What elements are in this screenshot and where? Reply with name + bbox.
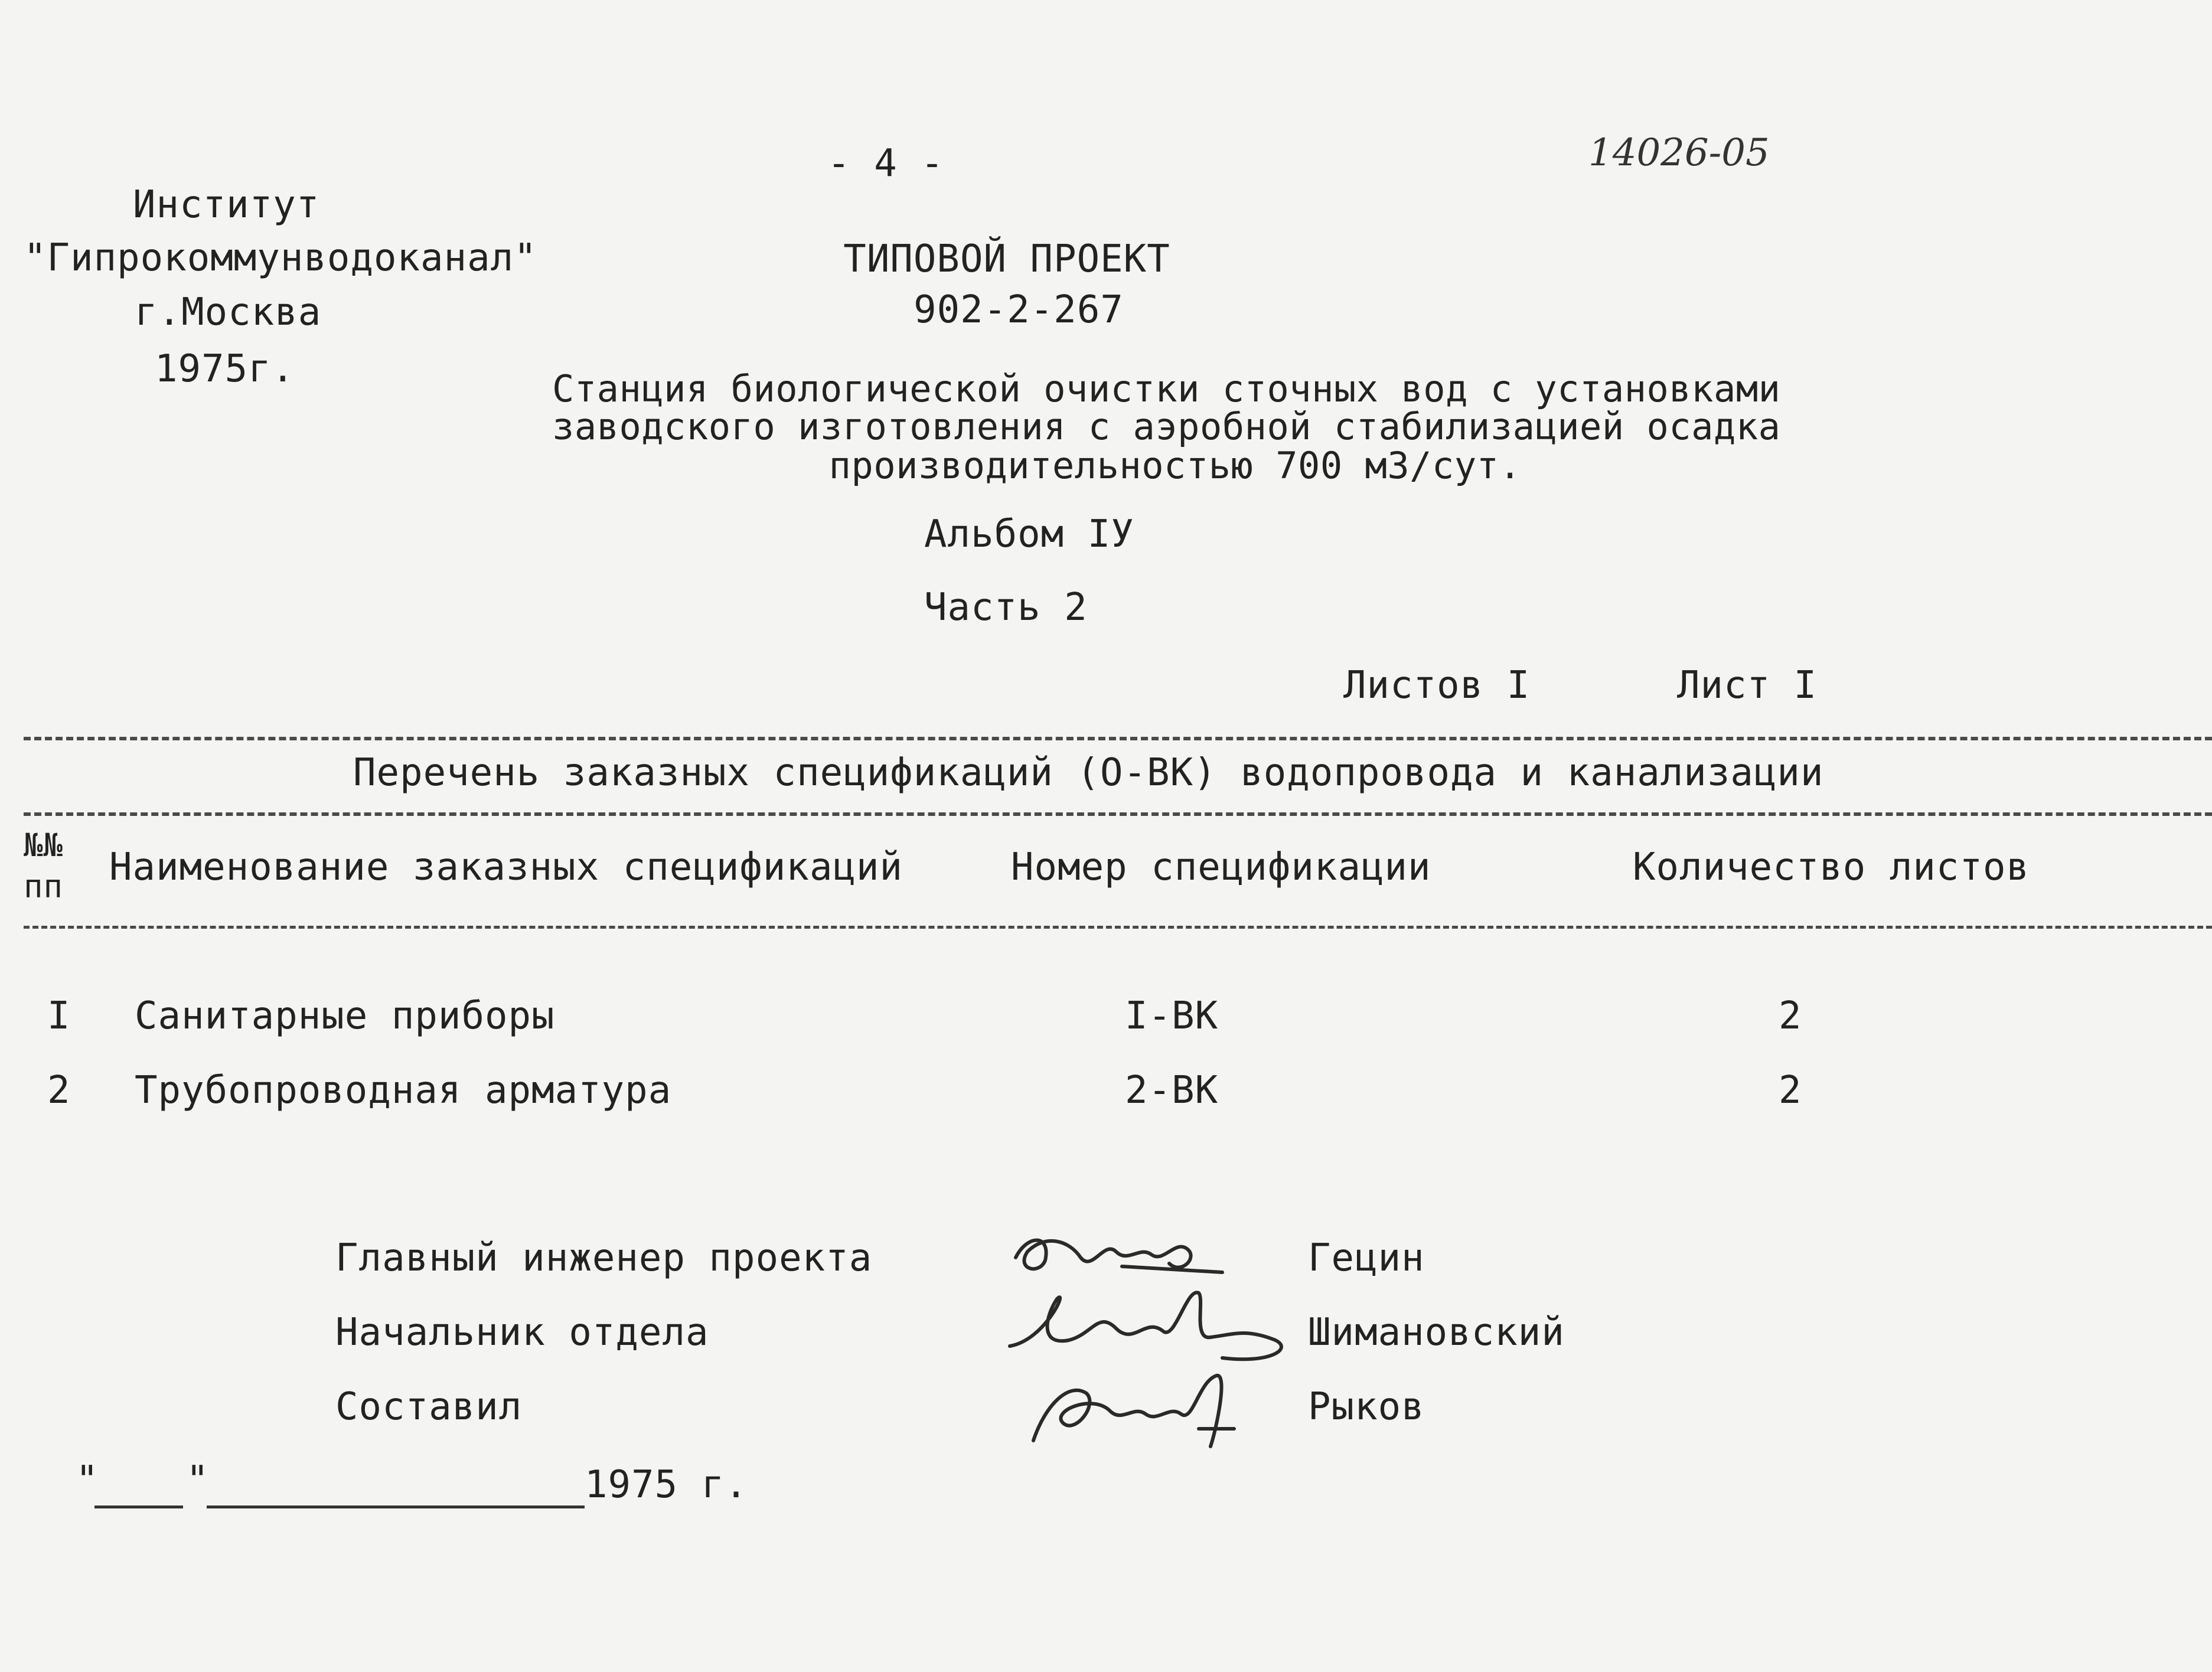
project-description-line-2: заводского изготовления с аэробной стабилизацией осадка xyxy=(552,405,1781,448)
name-chief-engineer: Гецин xyxy=(1308,1236,1425,1280)
date-month-blank xyxy=(207,1506,585,1508)
institute-year: 1975г. xyxy=(155,347,295,391)
project-number: 902-2-267 xyxy=(913,288,1124,332)
list-title: Перечень заказных спецификаций (О-ВК) водопровода и канализации xyxy=(353,751,1824,795)
sheet-number: Лист I xyxy=(1677,664,1818,707)
header-sheet-count: Количество листов xyxy=(1633,845,2030,889)
rule-header-bottom xyxy=(24,926,2212,929)
signature-compiler xyxy=(1022,1358,1270,1458)
date-day-blank xyxy=(94,1506,183,1508)
role-department-head: Начальник отдела xyxy=(335,1311,709,1354)
project-description-line-3: производительностью 700 м3/сут. xyxy=(828,444,1522,487)
name-compiler: Рыков xyxy=(1308,1385,1425,1429)
rule-header-top xyxy=(24,812,2212,816)
sheets-total: Листов I xyxy=(1343,664,1531,707)
row-number: 2 xyxy=(47,1069,71,1112)
row-name: Санитарные приборы xyxy=(135,994,555,1038)
page-number: - 4 - xyxy=(827,142,944,185)
header-name: Наименование заказных спецификаций xyxy=(109,845,903,889)
institute-label: Институт xyxy=(133,183,320,227)
row-sheet-count: 2 xyxy=(1779,994,1802,1038)
header-num-line-1: №№ xyxy=(24,827,64,864)
project-description-line-1: Станция биологической очистки сточных вод с установками xyxy=(552,367,1781,410)
header-spec-number: Номер спецификации xyxy=(1011,845,1431,889)
date-open-quote: " xyxy=(76,1458,99,1502)
role-compiler: Составил xyxy=(335,1385,523,1429)
rule-top xyxy=(24,737,2212,740)
document-code: 14026-05 xyxy=(1588,131,1770,175)
album-label: Альбом IУ xyxy=(924,512,1134,556)
date-year: 1975 г. xyxy=(585,1463,748,1507)
row-number: I xyxy=(47,994,71,1038)
role-chief-engineer: Главный инженер проекта xyxy=(335,1236,873,1280)
institute-city: г.Москва xyxy=(135,290,322,334)
row-spec-number: 2-ВК xyxy=(1125,1069,1219,1112)
row-name: Трубопроводная арматура xyxy=(135,1069,672,1112)
row-spec-number: I-ВК xyxy=(1125,994,1219,1038)
date-close-quote: " xyxy=(186,1458,210,1502)
part-label: Часть 2 xyxy=(924,586,1088,629)
row-sheet-count: 2 xyxy=(1779,1069,1802,1112)
signature-department-head xyxy=(998,1275,1305,1370)
name-department-head: Шимановский xyxy=(1308,1311,1565,1354)
institute-name: "Гипрокоммунводоканал" xyxy=(24,236,537,280)
header-num-line-2: пп xyxy=(24,868,64,905)
project-type: ТИПОВОЙ ПРОЕКТ xyxy=(843,237,1170,281)
